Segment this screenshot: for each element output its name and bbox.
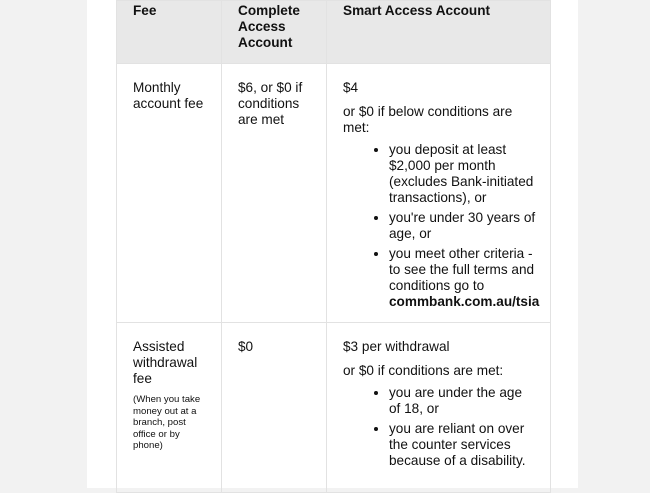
condition-item: [389, 246, 540, 310]
condition-item: • you are under the age of 18, or: [389, 385, 536, 417]
complete-access-cell: [222, 323, 327, 493]
smart-access-value: $4: [343, 80, 359, 95]
condition-item: • you deposit at least $2,000 per month (excludes Bank-initiated transactions), or: [389, 142, 536, 206]
conditions-list: [343, 142, 540, 310]
fee-note: (When you take money out at a branch, post office or by phone): [133, 394, 201, 451]
header-fee: Fee: [117, 1, 222, 64]
header-complete-access: Complete Access Account: [222, 1, 327, 64]
fee-cell: [117, 323, 222, 493]
table-row: [117, 323, 551, 493]
table-row: [117, 64, 551, 323]
smart-access-subtext: or $0 if conditions are met:: [343, 363, 504, 378]
table-header-row: [117, 1, 551, 64]
condition-text: you meet other criteria - to see the full terms and conditions go to: [389, 246, 535, 293]
fee-name: Assisted withdrawal fee: [133, 339, 198, 386]
page: [87, 0, 578, 488]
smart-access-cell: [327, 64, 551, 323]
complete-access-value: $0: [238, 339, 254, 354]
fee-name: Monthly account fee: [133, 80, 204, 111]
smart-access-value: $3 per withdrawal: [343, 339, 450, 354]
smart-access-cell: [327, 323, 551, 493]
terms-link[interactable]: commbank.com.au/tsia: [389, 294, 540, 309]
condition-item: • you are reliant on over the counter services because of a disability.: [389, 421, 536, 469]
header-smart-access: Smart Access Account: [327, 1, 551, 64]
complete-access-cell: [222, 64, 327, 323]
fee-cell: [117, 64, 222, 323]
fee-comparison-table: [116, 0, 551, 493]
smart-access-subtext: or $0 if below conditions are met:: [343, 104, 513, 135]
complete-access-value: $6, or $0 if conditions are met: [238, 80, 303, 127]
condition-item: • you're under 30 years of age, or: [389, 210, 536, 242]
conditions-list: [343, 385, 536, 469]
